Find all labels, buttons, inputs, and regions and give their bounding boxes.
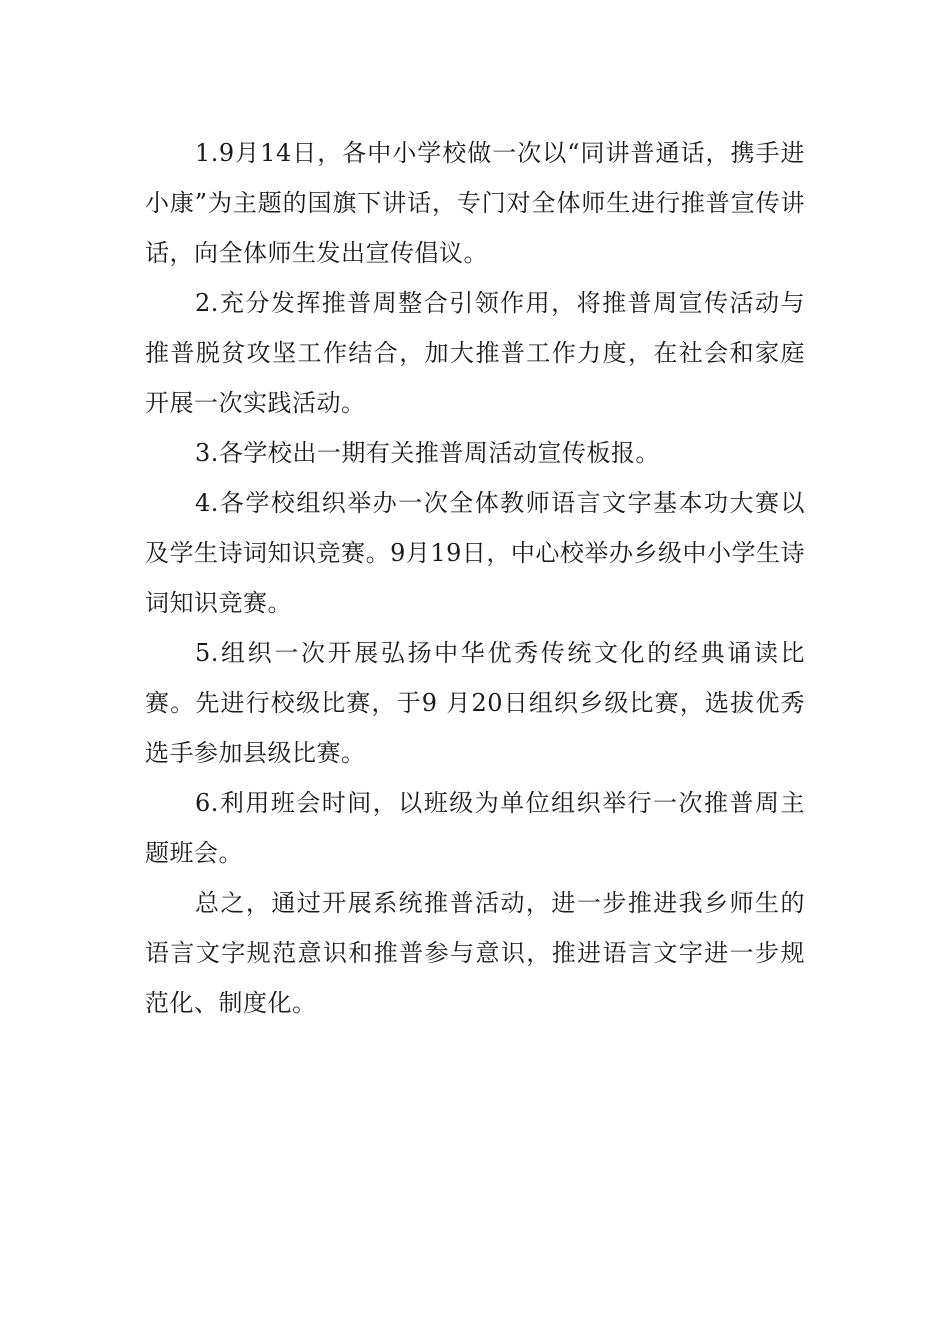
document-body	[145, 128, 805, 1028]
paragraph-item-6: 6.利用班会时间，以班级为单位组织举行一次推普周主题班会。	[145, 789, 805, 867]
paragraph-item-4: 4.各学校组织举办一次全体教师语言文字基本功大赛以及学生诗词知识竞赛。9月19日，中心校举办乡级中小学生诗词知识竞赛。	[145, 489, 805, 617]
paragraph-item-3: 3.各学校出一期有关推普周活动宣传板报。	[195, 439, 660, 467]
paragraph-item-2: 2.充分发挥推普周整合引领作用，将推普周宣传活动与推普脱贫攻坚工作结合，加大推普工作力度，在社会和家庭开展一次实践活动。	[145, 289, 805, 417]
paragraph-conclusion: 总之，通过开展系统推普活动，进一步推进我乡师生的语言文字规范意识和推普参与意识，推进语言文字进一步规范化、制度化。	[145, 889, 805, 1017]
paragraph-item-5: 5.组织一次开展弘扬中华优秀传统文化的经典诵读比赛。先进行校级比赛，于9 月20日组织乡级比赛，选拔优秀选手参加县级比赛。	[145, 639, 805, 767]
paragraph-item-1: 1.9月14日，各中小学校做一次以“同讲普通话，携手进小康”为主题的国旗下讲话，专门对全体师生进行推普宣传讲话，向全体师生发出宣传倡议。	[145, 139, 805, 267]
